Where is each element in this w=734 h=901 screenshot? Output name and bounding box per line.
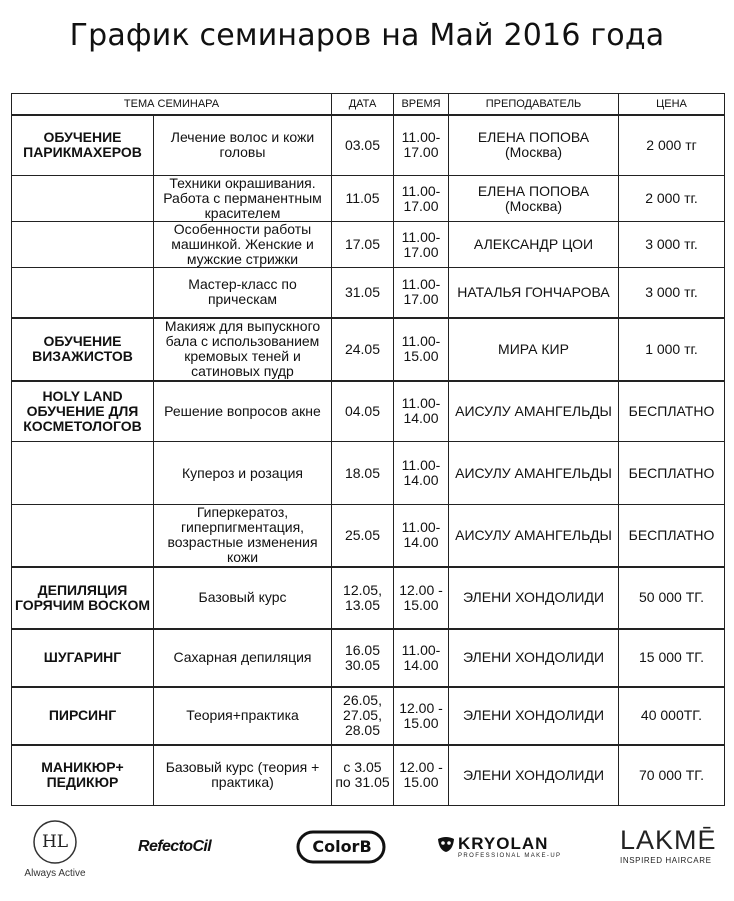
topic-cell: Макияж для выпускного бала с использованием кремовых теней и сатиновых пудр bbox=[154, 318, 332, 381]
refectocil-logo: RefectoCil bbox=[138, 838, 212, 855]
teacher-cell: ЕЛЕНА ПОПОВА (Москва) bbox=[449, 176, 619, 222]
category-cell bbox=[12, 442, 154, 505]
teacher-cell: ЭЛЕНИ ХОНДОЛИДИ bbox=[449, 629, 619, 687]
table-header-row bbox=[12, 94, 725, 115]
price-cell: 2 000 тг. bbox=[619, 176, 725, 222]
category-cell bbox=[12, 222, 154, 268]
table-row bbox=[12, 687, 725, 745]
table-row bbox=[12, 442, 725, 505]
table-row bbox=[12, 381, 725, 442]
price-cell: БЕСПЛАТНО bbox=[619, 381, 725, 442]
date-cell: 24.05 bbox=[332, 318, 394, 381]
time-cell: 11.00-14.00 bbox=[394, 442, 449, 505]
holyland-logo bbox=[14, 818, 96, 882]
teacher-cell: ЭЛЕНИ ХОНДОЛИДИ bbox=[449, 687, 619, 745]
teacher-cell: ЕЛЕНА ПОПОВА (Москва) bbox=[449, 115, 619, 176]
header-price: ЦЕНА bbox=[619, 94, 725, 115]
teacher-cell: АИСУЛУ АМАНГЕЛЬДЫ bbox=[449, 442, 619, 505]
table-row bbox=[12, 222, 725, 268]
time-cell: 12.00 - 15.00 bbox=[394, 745, 449, 806]
time-cell: 11.00-14.00 bbox=[394, 505, 449, 567]
topic-cell: Купероз и розация bbox=[154, 442, 332, 505]
time-cell: 12.00 - 15.00 bbox=[394, 567, 449, 629]
topic-cell: Техники окрашивания. Работа с перманентным красителем bbox=[154, 176, 332, 222]
category-cell: ШУГАРИНГ bbox=[12, 629, 154, 687]
table-row bbox=[12, 268, 725, 318]
time-cell: 11.00-14.00 bbox=[394, 381, 449, 442]
price-cell: 3 000 тг. bbox=[619, 222, 725, 268]
header-time: ВРЕМЯ bbox=[394, 94, 449, 115]
teacher-cell: АИСУЛУ АМАНГЕЛЬДЫ bbox=[449, 505, 619, 567]
category-cell: МАНИКЮР+ ПЕДИКЮР bbox=[12, 745, 154, 806]
category-cell: ДЕПИЛЯЦИЯ ГОРЯЧИМ ВОСКОМ bbox=[12, 567, 154, 629]
price-cell: 40 000ТГ. bbox=[619, 687, 725, 745]
date-cell: 17.05 bbox=[332, 222, 394, 268]
category-cell: ОБУЧЕНИЕ ВИЗАЖИСТОВ bbox=[12, 318, 154, 381]
date-cell: 11.05 bbox=[332, 176, 394, 222]
teacher-cell: АЛЕКСАНДР ЦОИ bbox=[449, 222, 619, 268]
date-cell: 18.05 bbox=[332, 442, 394, 505]
page-title: График семинаров на Май 2016 года bbox=[69, 18, 665, 53]
price-cell: 15 000 ТГ. bbox=[619, 629, 725, 687]
teacher-cell: ЭЛЕНИ ХОНДОЛИДИ bbox=[449, 745, 619, 806]
header-date: ДАТА bbox=[332, 94, 394, 115]
time-cell: 11.00-17.00 bbox=[394, 176, 449, 222]
date-cell: 25.05 bbox=[332, 505, 394, 567]
price-cell: 70 000 ТГ. bbox=[619, 745, 725, 806]
topic-cell: Базовый курс (теория + практика) bbox=[154, 745, 332, 806]
date-cell: 31.05 bbox=[332, 268, 394, 318]
colorb-name: ColorB bbox=[312, 837, 372, 856]
price-cell: БЕСПЛАТНО bbox=[619, 505, 725, 567]
table-row bbox=[12, 115, 725, 176]
holyland-tagline: Always Active bbox=[24, 868, 86, 879]
topic-cell: Сахарная депиляция bbox=[154, 629, 332, 687]
topic-cell: Лечение волос и кожи головы bbox=[154, 115, 332, 176]
date-cell: 12.05, 13.05 bbox=[332, 567, 394, 629]
kryolan-name: KRYOLAN bbox=[458, 834, 549, 853]
topic-cell: Гиперкератоз, гиперпигментация, возрастные изменения кожи bbox=[154, 505, 332, 567]
table-row bbox=[12, 505, 725, 567]
price-cell: БЕСПЛАТНО bbox=[619, 442, 725, 505]
time-cell: 11.00-17.00 bbox=[394, 268, 449, 318]
topic-cell: Особенности работы машинкой. Женские и мужские стрижки bbox=[154, 222, 332, 268]
table-row bbox=[12, 176, 725, 222]
header-teacher: ПРЕПОДАВАТЕЛЬ bbox=[449, 94, 619, 115]
kryolan-logo bbox=[436, 834, 572, 864]
date-cell: с 3.05 по 31.05 bbox=[332, 745, 394, 806]
table-row bbox=[12, 745, 725, 806]
kryolan-tagline: PROFESSIONAL MAKE-UP bbox=[458, 853, 562, 859]
time-cell: 11.00-17.00 bbox=[394, 115, 449, 176]
topic-cell: Базовый курс bbox=[154, 567, 332, 629]
teacher-cell: МИРА КИР bbox=[449, 318, 619, 381]
category-cell: ОБУЧЕНИЕ ПАРИКМАХЕРОВ bbox=[12, 115, 154, 176]
sponsor-logos bbox=[0, 812, 734, 892]
topic-cell: Мастер-класс по прическам bbox=[154, 268, 332, 318]
price-cell: 50 000 ТГ. bbox=[619, 567, 725, 629]
teacher-cell: ЭЛЕНИ ХОНДОЛИДИ bbox=[449, 567, 619, 629]
table-row bbox=[12, 318, 725, 381]
lakme-name: LAKMĒ bbox=[620, 825, 717, 855]
teacher-cell: АИСУЛУ АМАНГЕЛЬДЫ bbox=[449, 381, 619, 442]
topic-cell: Теория+практика bbox=[154, 687, 332, 745]
price-cell: 1 000 тг. bbox=[619, 318, 725, 381]
date-cell: 16.05 30.05 bbox=[332, 629, 394, 687]
category-cell bbox=[12, 176, 154, 222]
topic-cell: Решение вопросов акне bbox=[154, 381, 332, 442]
header-topic: ТЕМА СЕМИНАРА bbox=[12, 94, 332, 115]
time-cell: 11.00-17.00 bbox=[394, 222, 449, 268]
category-cell bbox=[12, 505, 154, 567]
kryolan-mask-icon bbox=[436, 836, 456, 854]
date-cell: 04.05 bbox=[332, 381, 394, 442]
category-cell: HOLY LAND ОБУЧЕНИЕ ДЛЯ КОСМЕТОЛОГОВ bbox=[12, 381, 154, 442]
date-cell: 03.05 bbox=[332, 115, 394, 176]
teacher-cell: НАТАЛЬЯ ГОНЧАРОВА bbox=[449, 268, 619, 318]
category-cell: ПИРСИНГ bbox=[12, 687, 154, 745]
holyland-mark: HL bbox=[41, 832, 69, 852]
table-row bbox=[12, 567, 725, 629]
lakme-tagline: INSPIRED HAIRCARE bbox=[620, 856, 712, 865]
date-cell: 26.05, 27.05, 28.05 bbox=[332, 687, 394, 745]
table-row bbox=[12, 629, 725, 687]
colorb-logo bbox=[296, 828, 388, 868]
seminar-schedule-table bbox=[11, 93, 725, 806]
lakme-logo bbox=[620, 826, 720, 874]
time-cell: 11.00-15.00 bbox=[394, 318, 449, 381]
price-cell: 2 000 тг bbox=[619, 115, 725, 176]
time-cell: 12.00 - 15.00 bbox=[394, 687, 449, 745]
time-cell: 11.00-14.00 bbox=[394, 629, 449, 687]
price-cell: 3 000 тг. bbox=[619, 268, 725, 318]
category-cell bbox=[12, 268, 154, 318]
